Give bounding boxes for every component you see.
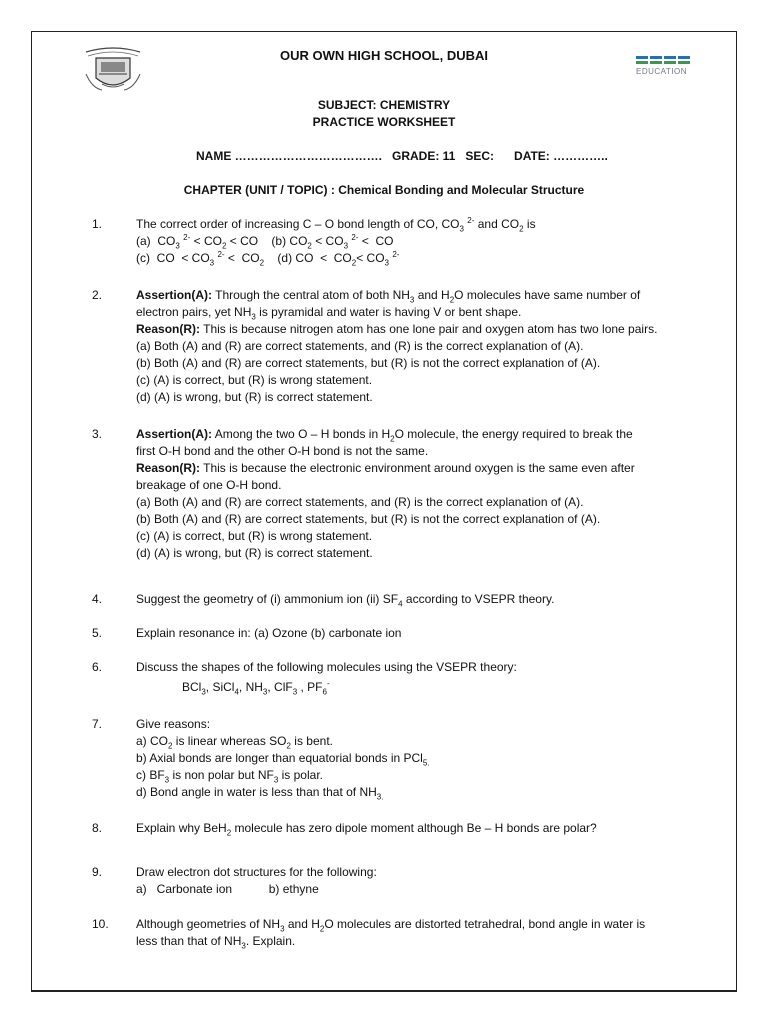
question-body: Explain why BeH$_2$ molecule has zero dipole moment although Be – H bonds are polar? xyxy=(136,821,597,838)
question-stem: The correct order of increasing C – O bond length of CO, $CO_3$ $^{2-}$ and $CO_2$ is xyxy=(136,216,536,234)
worksheet-line: PRACTICE WORKSHEET xyxy=(312,115,456,129)
reason-cont: breakage of one O-H bond. xyxy=(136,478,282,492)
question-stem: Although geometries of $NH_3$ and $H_2O$ molecules are distorted tetrahedral, bond angle in water is xyxy=(136,917,646,934)
reason-d: d) Bond angle in water is less than that of $NH_{3.}$ xyxy=(136,785,384,802)
question-stem-cont: less than that of $NH_3$. Explain. xyxy=(136,934,296,951)
assertion: Assertion(A): Through the central atom of both $NH_3$ and $H_2O$ molecules have same number of xyxy=(136,288,641,305)
question-stem: Discuss the shapes of the following molecules using the VSEPR theory: xyxy=(136,660,517,674)
subject-line: SUBJECT: CHEMISTRY xyxy=(317,98,451,112)
gems-logo-sub: EDUCATION xyxy=(636,67,688,76)
question-number: 8. xyxy=(92,821,103,835)
question-options: a) Carbonate ion b) ethyne xyxy=(136,882,319,896)
option-d: (d) (A) is wrong, but (R) is correct statement. xyxy=(136,546,373,560)
reason: Reason(R): This is because nitrogen atom has one lone pair and oxygen atom has two lone pairs. xyxy=(136,322,658,336)
question-number: 2. xyxy=(92,288,103,302)
question-number: 3. xyxy=(92,427,103,441)
subject-block xyxy=(0,97,768,131)
reason-c: c) $BF_3$ is non polar but $NF_3$ is polar. xyxy=(136,768,323,785)
chapter-title: CHAPTER (UNIT / TOPIC) : Chemical Bonding and Molecular Structure xyxy=(183,183,585,197)
question-body xyxy=(136,659,696,696)
assertion-cont: first O-H bond and the other O-H bond is not the same. xyxy=(136,444,429,458)
question-number: 6. xyxy=(92,660,103,674)
option-b: (b) Both (A) and (R) are correct statements, but (R) is not the correct explanation of (A). xyxy=(136,512,601,526)
question-number: 9. xyxy=(92,865,103,879)
question-body xyxy=(136,216,696,267)
assertion-cont: electron pairs, yet $NH_3$ is pyramidal and water is having V or bent shape. xyxy=(136,305,522,322)
option-c: (c) (A) is correct, but (R) is wrong statement. xyxy=(136,373,373,387)
question-number: 7. xyxy=(92,717,103,731)
question-number: 10. xyxy=(92,917,109,931)
question-number: 5. xyxy=(92,626,103,640)
question-body xyxy=(136,864,696,898)
question-body: Explain resonance in: (a) Ozone (b) carbonate ion xyxy=(136,626,402,640)
option-row: (a) $CO_3$ $^{2-} < CO_2$ < CO (b) $CO_2 < CO_3$ $^{2-}$ < CO xyxy=(136,233,394,251)
option-a: (a) Both (A) and (R) are correct statements, and (R) is the correct explanation of (A). xyxy=(136,339,584,353)
student-info-row: NAME ………………………………. GRADE: 11 SEC: DATE: ………….. xyxy=(196,149,608,163)
reason: Reason(R): This is because the electronic environment around oxygen is the same even after xyxy=(136,461,635,475)
option-d: (d) (A) is wrong, but (R) is correct statement. xyxy=(136,390,373,404)
option-c: (c) (A) is correct, but (R) is wrong statement. xyxy=(136,529,373,543)
molecule-list: BCl$_3$, SiCl$_4$, $NH_3$, ClF$_3$ , $PF_6^-$ xyxy=(182,679,330,697)
option-row: (c) CO < $CO_3$ $^{2-} < CO_2$ (d) CO < $CO_2< CO_3$ $^{2-}$ xyxy=(136,250,400,268)
question-number: 4. xyxy=(92,592,103,606)
question-body xyxy=(136,426,696,562)
option-b: (b) Both (A) and (R) are correct statements, but (R) is not the correct explanation of (A). xyxy=(136,356,601,370)
question-number: 1. xyxy=(92,217,103,231)
question-stem: Draw electron dot structures for the following: xyxy=(136,865,377,879)
question-body xyxy=(136,916,696,950)
school-name: OUR OWN HIGH SCHOOL, DUBAI xyxy=(280,48,488,63)
assertion: Assertion(A): Among the two O – H bonds in $H_2O$ molecule, the energy required to break the xyxy=(136,427,633,444)
option-a: (a) Both (A) and (R) are correct statements, and (R) is the correct explanation of (A). xyxy=(136,495,584,509)
reason-a: a) $CO_2$ is linear whereas $SO_2$ is bent. xyxy=(136,734,333,751)
question-stem: Give reasons: xyxy=(136,717,211,731)
reason-b: b) Axial bonds are longer than equatorial bonds in PCl$_{5.}$ xyxy=(136,751,430,768)
question-body: Suggest the geometry of (i) ammonium ion (ii) $SF_4$ according to VSEPR theory. xyxy=(136,592,555,609)
question-body xyxy=(136,716,696,801)
question-body xyxy=(136,287,696,406)
